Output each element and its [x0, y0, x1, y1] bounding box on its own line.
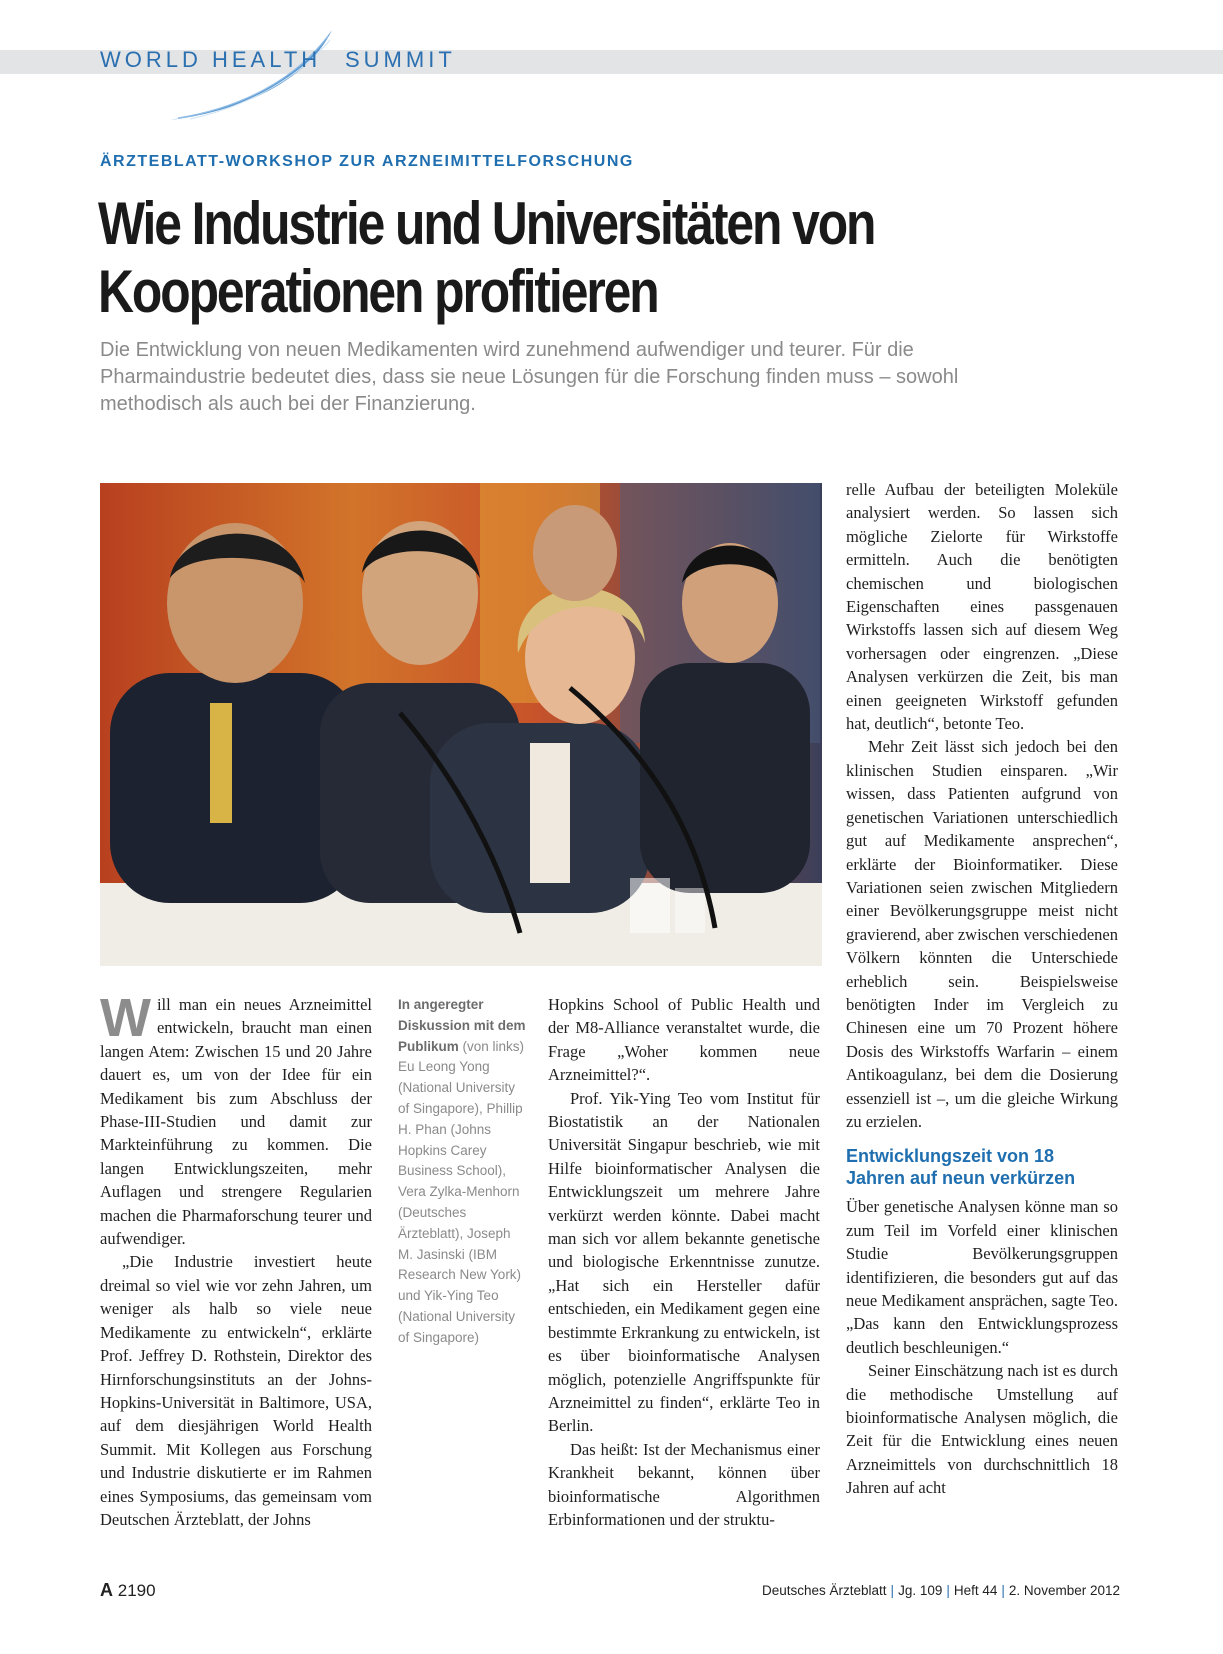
body-paragraph: relle Aufbau der beteiligten Moleküle analysiert werden. So lassen sich mögliche Zielorte für Wirkstoffe ermitteln. Auch die benötigten chemischen und biologischen Eigenschaften eines passgenauen Wirkstoffs lassen sich auf diesem Weg vorhersagen oder eingrenzen. „Diese Analysen verkürzen die Zeit, bis man einen geeigneten Wirkstoff gefunden hat, deutlich“, betonte Teo.	[846, 480, 1118, 734]
body-paragraph: Seiner Einschätzung nach ist es durch die methodische Umstellung auf bioinformatische Analysen möglich, die Zeit für die Entwicklung eines neuen Arzneimittels von durchschnittlich 18 Jahren auf acht	[846, 1361, 1118, 1498]
journal-footer: Deutsches Ärzteblatt | Jg. 109 | Heft 44 | 2. November 2012	[761, 1583, 1120, 1598]
journal-issue: Heft 44	[953, 1583, 998, 1598]
drop-cap: W	[100, 988, 151, 1048]
journal-date: 2. November 2012	[1008, 1583, 1120, 1598]
journal-volume: Jg. 109	[898, 1583, 943, 1598]
panel-discussion-photo	[100, 483, 822, 966]
body-column-1	[100, 988, 372, 1531]
header-world-health: WORLD HEALTH	[100, 47, 322, 72]
caption-text: (von links) Eu Leong Yong (National University of Singapore), Phillip H. Phan (Johns Hopkins Carey Business School), Vera Zylka-Menhorn (Deutsches Ärzteblatt), Joseph M. Jasinski (IBM Research New York) und Yik-Ying Teo (National University of Singapore)	[398, 1038, 525, 1345]
article-title	[98, 190, 970, 326]
caption-bold: In angeregter Diskussion mit dem Publikum	[398, 997, 526, 1054]
page-num: 2190	[117, 1581, 156, 1600]
body-column-4	[846, 478, 1118, 1500]
body-paragraph: Will man ein neues Arzneimittel entwickeln, braucht man einen langen Atem: Zwischen 15 und 20 Jahre dauert es, um von der Idee für ein Medikament bis zum Abschluss der Phase-III-Studien und damit zur Markteinführung zu kommen. Die langen Entwicklungszeiten, mehr Auflagen und strengere Regularien machen die Pharmaforschung teurer und aufwendiger.	[100, 988, 372, 1249]
page-section: A	[100, 1580, 113, 1600]
article-lead: Die Entwicklung von neuen Medikamenten wird zunehmend aufwendiger und teurer. Für die Pharmaindustrie bedeutet dies, dass sie neue Lösungen für die Forschung finden muss – sowohl methodisch als auch bei der Finanzierung.	[100, 339, 959, 415]
world-health-summit-logo-swoosh	[170, 28, 350, 123]
photo-caption	[398, 995, 528, 1349]
body-paragraph: Das heißt: Ist der Mechanismus einer Krankheit bekannt, können über bioinformatische Algorithmen Erbinformationen und der struktu-	[548, 1439, 820, 1529]
body-paragraph: Über genetische Analysen könne man so zum Teil im Vorfeld einer klinischen Studie Bevölkerungsgruppen identifizieren, die besonders gut auf das neue Medikament ansprächen, sagte Teo. „Das kann den Entwicklungsprozess deutlich beschleunigen.“	[846, 1197, 1118, 1357]
body-paragraph: „Die Industrie investiert heute dreimal so viel wie vor zehn Jahren, um weniger als halb so viele neue Medikamente zu entwickeln“, erklärte Prof. Jeffrey D. Rothstein, Direktor des Hirnforschungsinstituts an der Johns-Hopkins-Universität in Baltimore, USA, auf dem diesjährigen World Health Summit. Mit Kollegen aus Forschung und Industrie diskutierte er im Rahmen eines Symposiums, das gemeinsam vom Deutschen Ärzteblatt, der Johns	[100, 1252, 372, 1529]
body-paragraph: Mehr Zeit lässt sich jedoch bei den klinischen Studien einsparen. „Wir wissen, dass Patienten aufgrund von genetischen Variationen unterschiedlich gut auf Medikamente ansprechen“, erklärte der Bioinformatiker. Diese Variationen seien zwischen Mitgliedern einer Bevölkerungsgruppe meist nicht gravierend, aber zwischen verschiedenen Völkern könnten die Unterschiede erheblich sein. Beispielsweise benötigten Inder im Vergleich zu Chinesen eine um 70 Prozent höhere Dosis des Wirkstoffs Warfarin – einem Antikoagulanz, bei dem die Dosierung essenziell ist –, um die gleiche Wirkung zu erzielen.	[846, 737, 1118, 1131]
article-kicker: ÄRZTEBLATT-WORKSHOP ZUR ARZNEIMITTELFORSCHUNG	[100, 153, 634, 170]
title-line-1: Wie Industrie und Universitäten von	[98, 190, 875, 257]
title-line-2: Kooperationen profitieren	[98, 258, 658, 325]
body-column-3	[548, 993, 820, 1531]
journal-name: Deutsches Ärzteblatt	[761, 1583, 887, 1598]
section-subhead: Entwicklungszeit von 18 Jahren auf neun verkürzen	[846, 1146, 1076, 1189]
page-number	[100, 1580, 156, 1601]
body-paragraph: Prof. Yik-Ying Teo vom Institut für Biostatistik an der Nationalen Universität Singapur beschrieb, wie mit Hilfe bioinformatischer Analysen die Entwicklungszeit um mehrere Jahre verkürzt werden könnte. Dabei macht man sich vor allem bekannte genetische und biologische Erkenntnisse zunutze. „Hat sich ein Hersteller dafür entschieden, ein Medikament gegen eine bestimmte Erkrankung zu entwickeln, ist es über bioinformatische Analysen möglich, potenzielle Angriffspunkte für Arzneimittel zu finden“, erklärte Teo in Berlin.	[548, 1088, 820, 1436]
body-paragraph: Hopkins School of Public Health und der M8-Alliance veranstaltet wurde, die Frage „Woher kommen neue Arzneimittel?“.	[548, 995, 820, 1085]
header-summit: SUMMIT	[345, 47, 456, 72]
